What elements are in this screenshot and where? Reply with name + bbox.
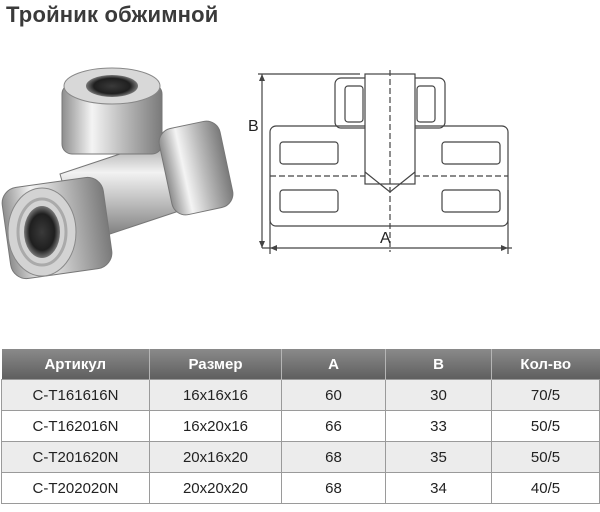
table-header-row (2, 349, 600, 380)
cell-a: 66 (282, 411, 386, 442)
cell-quantity: 50/5 (492, 442, 600, 473)
dimension-label-a: A (380, 230, 391, 247)
cell-quantity: 50/5 (492, 411, 600, 442)
tee-fitting-photo (0, 54, 240, 294)
column-header-article: Артикул (2, 349, 150, 380)
table-row (2, 380, 600, 411)
cell-article: C-T202020N (2, 473, 150, 504)
cell-article: C-T162016N (2, 411, 150, 442)
cell-quantity: 40/5 (492, 473, 600, 504)
cell-size: 20x20x20 (150, 473, 282, 504)
column-header-quantity: Кол-во (492, 349, 600, 380)
cell-size: 20x16x20 (150, 442, 282, 473)
cell-quantity: 70/5 (492, 380, 600, 411)
cell-size: 16x16x16 (150, 380, 282, 411)
cell-article: C-T161616N (2, 380, 150, 411)
cell-article: C-T201620N (2, 442, 150, 473)
table-row (2, 442, 600, 473)
dimension-label-b: B (248, 118, 259, 135)
cell-size: 16x20x16 (150, 411, 282, 442)
page-title: Тройник обжимной (6, 2, 219, 27)
column-header-size: Размер (150, 349, 282, 380)
cell-b: 30 (386, 380, 492, 411)
column-header-a: A (282, 349, 386, 380)
table-row (2, 411, 600, 442)
cell-b: 35 (386, 442, 492, 473)
cell-b: 34 (386, 473, 492, 504)
cell-a: 68 (282, 473, 386, 504)
cell-a: 60 (282, 380, 386, 411)
spec-table (1, 349, 600, 504)
cell-a: 68 (282, 442, 386, 473)
column-header-b: B (386, 349, 492, 380)
cell-b: 33 (386, 411, 492, 442)
table-row (2, 473, 600, 504)
